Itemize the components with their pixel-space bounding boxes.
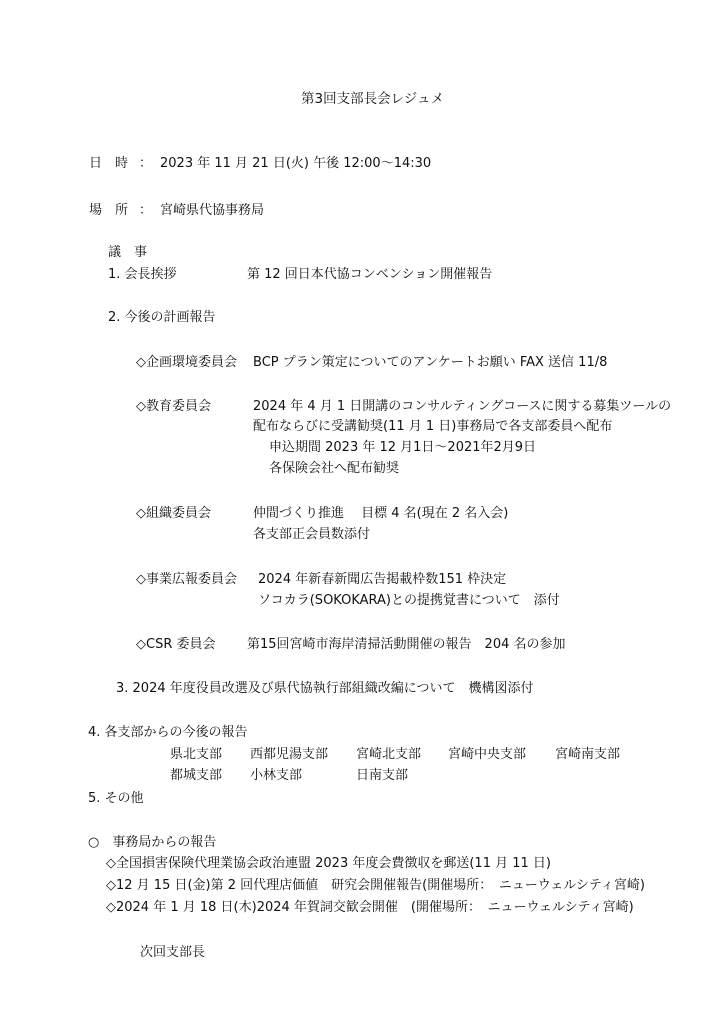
soshiki-committee-name: ◇組織委員会 [136, 506, 211, 521]
date-value: 2023 年 11 月 21 日(火) 午後 12:00～14:30 [160, 156, 432, 171]
item4-label: 4. 各支部からの今後の報告 [88, 725, 248, 740]
branch-name: 都城支部 [170, 768, 223, 783]
branch-name: 県北支部 [170, 747, 223, 762]
jigyo-committee-name: ◇事業広報委員会 [136, 572, 237, 587]
branch-name: 西都児湯支部 [250, 747, 329, 762]
kyoiku-committee-name: ◇教育委員会 [136, 399, 211, 414]
item1-label: 1. 会長挨拶 [108, 267, 177, 282]
kyoiku-line-1: 2024 年 4 月 1 日開講のコンサルティングコースに関する募集ツールの [253, 399, 672, 414]
jigyo-line-1: 2024 年新春新聞広告掲載枠数151 枠決定 [258, 572, 507, 587]
csr-committee-name: ◇CSR 委員会 [136, 637, 216, 652]
kikaku-committee-name: ◇企画環境委員会 [136, 355, 237, 370]
place-separator: ： [139, 203, 153, 218]
page-title: 第3回支部長会レジュメ [301, 91, 444, 107]
branch-name: 宮崎北支部 [356, 747, 422, 762]
branch-name: 宮崎南支部 [555, 747, 621, 762]
place-value: 宮崎県代協事務局 [160, 203, 265, 218]
csr-text: 第15回宮崎市海岸清掃活動開催の報告 204 名の参加 [247, 637, 566, 652]
item5-label: 5. その他 [88, 791, 144, 806]
office-report-line: ◇全国損害保険代理業協会政治連盟 2023 年度会費徴収を郵送(11 月 11 日) [106, 856, 551, 871]
branch-name: 宮崎中央支部 [448, 747, 527, 762]
kyoiku-line-4: 各保険会社へ配布勧奨 [269, 461, 400, 476]
soshiki-line-2: 各支部正会員数添付 [253, 527, 371, 542]
jigyo-line-2: ソコカラ(SOKOKARA)との提携覚書について 添付 [258, 593, 560, 608]
next-chair: 次回支部長 [140, 945, 206, 960]
item1-text: 第 12 回日本代協コンベンション開催報告 [247, 267, 493, 282]
date-separator: ： [139, 156, 153, 171]
item2-label: 2. 今後の計画報告 [108, 310, 216, 325]
office-report-label: ○ 事務局からの報告 [88, 835, 217, 850]
item3-label: 3. 2024 年度役員改選及び県代協執行部組織改編について 機構図添付 [116, 681, 534, 696]
agenda-heading: 議 事 [108, 245, 148, 260]
branch-name: 小林支部 [250, 768, 303, 783]
date-label: 日 時 [89, 156, 129, 171]
kikaku-committee-text: BCP プラン策定についてのアンケートお願い FAX 送信 11/8 [253, 355, 608, 370]
office-report-line: ◇2024 年 1 月 18 日(木)2024 年賀詞交歓会開催 (開催場所： ニューウェルシティ宮崎) [106, 900, 634, 915]
office-report-line: ◇12 月 15 日(金)第 2 回代理店価値 研究会開催報告(開催場所： ニューウェルシティ宮崎) [106, 878, 645, 893]
kyoiku-line-3: 申込期間 2023 年 12 月1日～2021年2月9日 [269, 440, 537, 455]
branch-name: 日南支部 [356, 768, 409, 783]
soshiki-line-1: 仲間づくり推進 目標 4 名(現在 2 名入会) [253, 506, 509, 521]
place-label: 場 所 [89, 203, 129, 218]
kyoiku-line-2: 配布ならびに受講勧奨(11 月 1 日)事務局で各支部委員へ配布 [253, 419, 613, 434]
